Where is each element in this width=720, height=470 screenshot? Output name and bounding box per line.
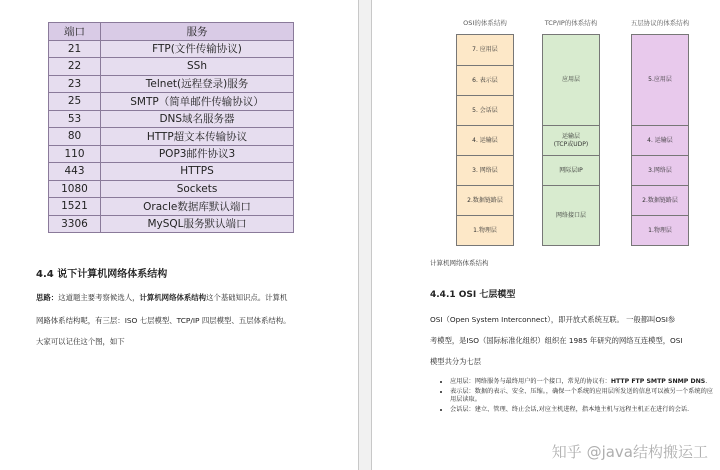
- service-cell: SMTP（简单邮件传输协议）: [101, 93, 294, 111]
- port-cell: 3306: [49, 215, 101, 233]
- port-cell: 23: [49, 75, 101, 93]
- layer-box: 3. 网络层: [457, 155, 513, 185]
- page-gutter: [358, 0, 372, 470]
- osi-header: OSI的体系结构: [463, 19, 507, 27]
- layer-box: 应用层: [561, 76, 580, 83]
- layer-box: 6. 表示层: [457, 65, 513, 95]
- paragraph-architecture: 网路体系结构呢，有三层：ISO 七层模型、TCP/IP 四层模型、五层体系结构。: [36, 316, 291, 325]
- subsection-title: 4.4.1 OSI 七层模型: [430, 290, 516, 300]
- column-header-port: 端口: [49, 23, 101, 41]
- table-row: [49, 163, 294, 181]
- left-page: [0, 0, 358, 470]
- service-cell: MySQL服务默认端口: [101, 215, 294, 233]
- paragraph-remember: 大家可以记住这个图，如下: [36, 337, 125, 346]
- port-cell: 80: [49, 128, 101, 146]
- layer-box: 4. 运输层: [632, 125, 688, 155]
- port-cell: 1521: [49, 198, 101, 216]
- port-cell: 1080: [49, 180, 101, 198]
- list-item-tail: .: [705, 378, 708, 385]
- port-table-body: [49, 40, 294, 233]
- layer-box: 2.数据链路层: [632, 185, 688, 215]
- port-cell: 443: [49, 163, 101, 181]
- table-row: [49, 40, 294, 58]
- list-item: [450, 388, 714, 405]
- right-page: [372, 0, 720, 470]
- list-item-text: 会话层：建立、管理、终止会话,对应主机进程，指本地主机与远程主机正在进行的会话.: [450, 405, 690, 413]
- port-cell: 22: [49, 58, 101, 76]
- layer-box: 7. 应用层: [472, 46, 498, 53]
- diagram-caption: 计算机网络体系结构: [430, 259, 489, 267]
- paragraph-intro: [36, 293, 336, 303]
- service-cell: Telnet(远程登录)服务: [101, 75, 294, 93]
- five-layer-header: 五层协议的体系结构: [630, 19, 690, 27]
- para-text-a: 这道题主要考察候选人，: [58, 293, 140, 302]
- layer-box: 3.网络层: [632, 155, 688, 185]
- list-item-bold: HTTP FTP SMTP SNMP DNS: [610, 378, 706, 385]
- layer-box: 1.物理层: [632, 215, 688, 245]
- list-item-text: 表示层：数据的表示、安全、压缩。，确保一个系统的应用层所发送的信息可以被另一个系统的应用层读取。: [450, 387, 713, 403]
- port-cell: 110: [49, 145, 101, 163]
- tcpip-header: TCP/IP的体系结构: [544, 19, 598, 27]
- port-cell: 53: [49, 110, 101, 128]
- service-cell: FTP(文件传输协议): [101, 40, 294, 58]
- para-text-b: 这个基础知识点。计算机: [206, 293, 288, 302]
- table-row: [49, 75, 294, 93]
- service-cell: HTTP超文本传输协议: [101, 128, 294, 146]
- osi-model-column: [456, 34, 514, 246]
- watermark: 知乎 @java结构搬运工: [551, 443, 708, 461]
- table-row: [49, 180, 294, 198]
- para-label: 思路：: [36, 293, 59, 302]
- service-cell: Oracle数据库默认端口: [101, 198, 294, 216]
- service-cell: DNS域名服务器: [101, 110, 294, 128]
- list-item: [450, 378, 714, 387]
- section-title: 4.4 说下计算机网络体系结构: [36, 269, 168, 280]
- five-layer-column: [631, 34, 689, 246]
- table-row: [49, 110, 294, 128]
- layer-box: 网际层IP: [543, 155, 599, 185]
- port-cell: 25: [49, 93, 101, 111]
- table-row: [49, 215, 294, 233]
- port-cell: 21: [49, 40, 101, 58]
- layer-box: 2.数据链路层: [457, 185, 513, 215]
- list-item-text: 应用层：网络服务与最终用户的一个接口，常见的协议有：: [450, 378, 611, 385]
- table-row: [49, 198, 294, 216]
- layer-box: 5. 会话层: [457, 95, 513, 125]
- layer-box: 1.物理层: [457, 215, 513, 245]
- osi-paragraph-line-2: 考模型，是ISO（国际标准化组织）组织在 1985 年研究的网络互连模型，OSI: [430, 336, 683, 345]
- osi-layer-list: [444, 378, 714, 415]
- layer-box: 5.应用层: [648, 76, 672, 83]
- tcpip-model-column: [542, 34, 600, 246]
- osi-paragraph-line-1: OSI（Open System Interconnect），即开放式系统互联。 一般都叫OSI参: [430, 315, 676, 324]
- table-row: [49, 93, 294, 111]
- service-cell: SSh: [101, 58, 294, 76]
- column-header-service: 服务: [101, 23, 294, 41]
- table-row: [49, 58, 294, 76]
- layer-box: 4. 运输层: [457, 125, 513, 155]
- port-table: [48, 22, 294, 233]
- service-cell: HTTPS: [101, 163, 294, 181]
- table-header-row: [49, 23, 294, 41]
- osi-paragraph-line-3: 模型共分为七层: [430, 357, 482, 366]
- table-row: [49, 145, 294, 163]
- table-row: [49, 128, 294, 146]
- layer-box: 网络接口层: [543, 185, 599, 245]
- service-cell: POP3邮件协议3: [101, 145, 294, 163]
- layer-box: 运输层 (TCP或UDP): [543, 125, 599, 155]
- service-cell: Sockets: [101, 180, 294, 198]
- list-item: [450, 406, 714, 415]
- para-bold: 计算机网络体系结构: [139, 293, 207, 302]
